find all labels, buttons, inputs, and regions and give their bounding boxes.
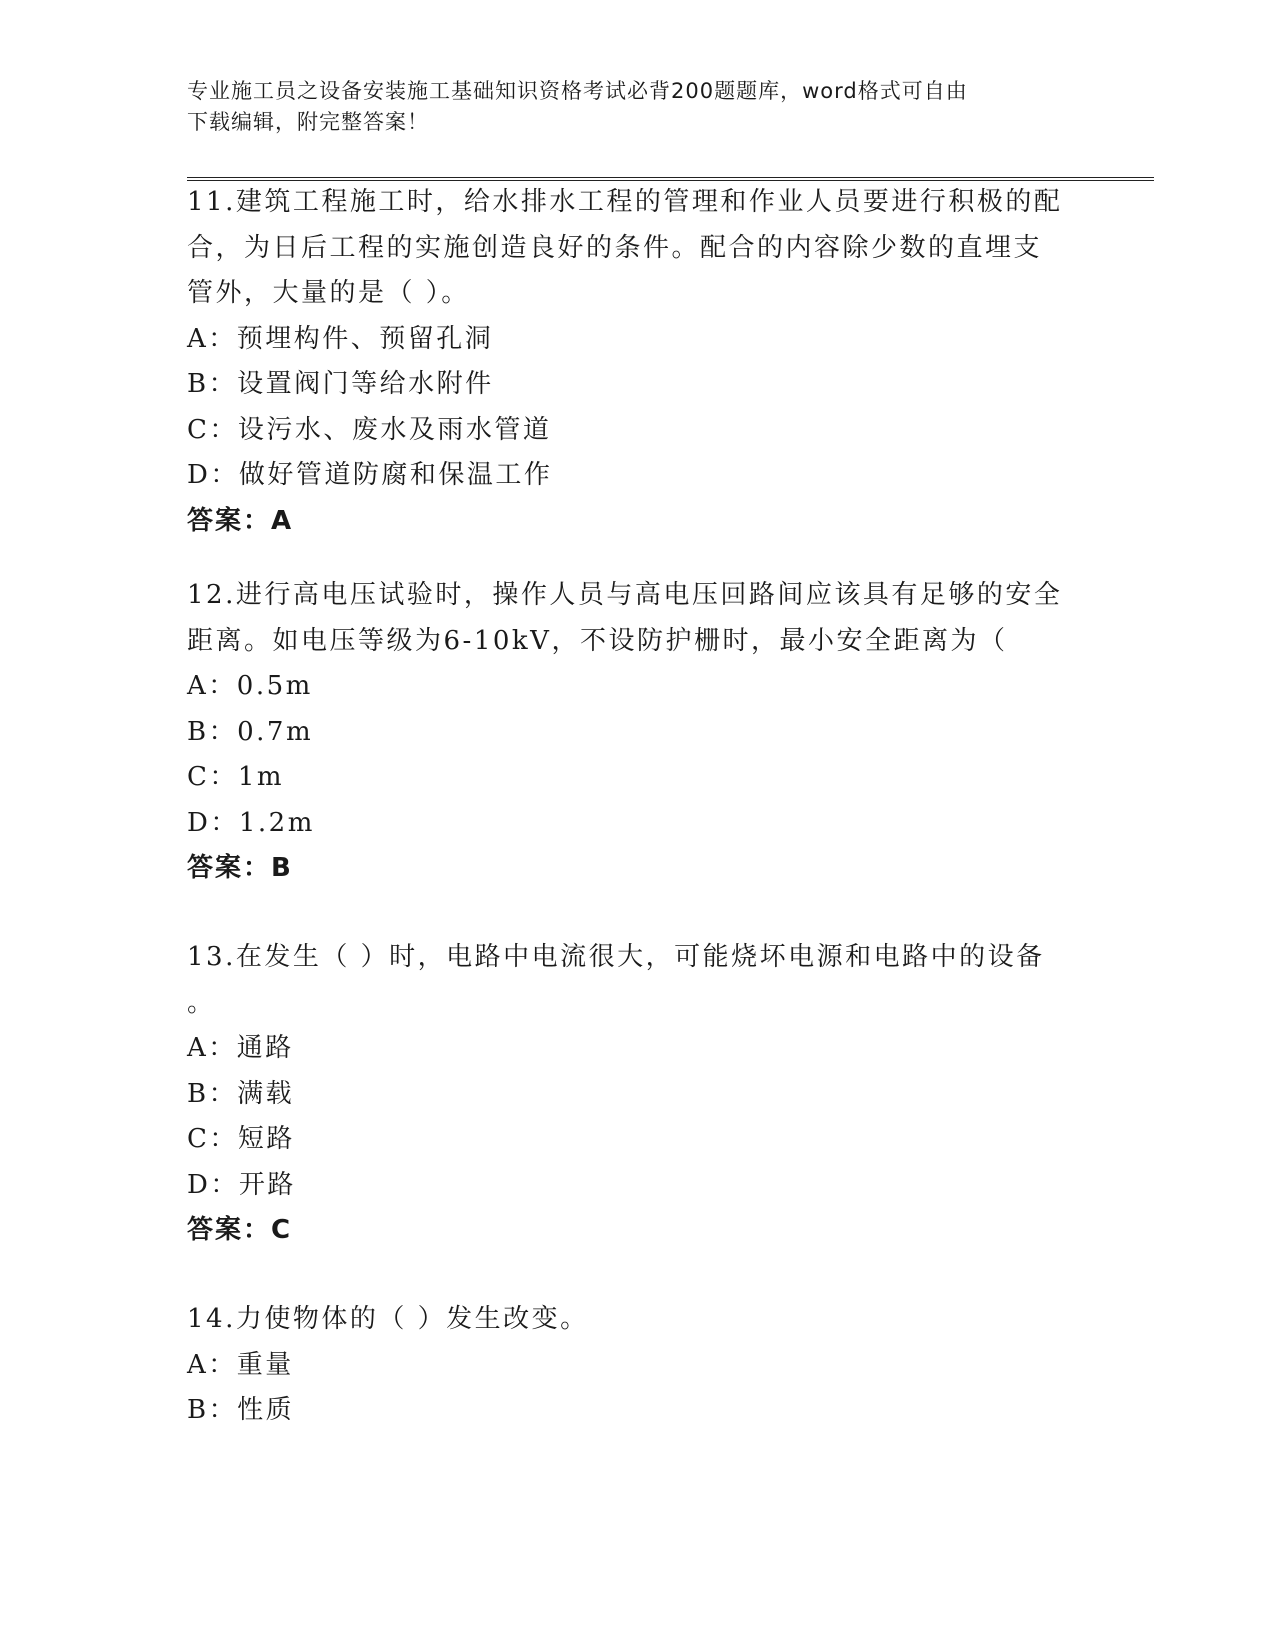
question-12: [187, 573, 1087, 892]
option-d: D：做好管道防腐和保温工作: [187, 460, 553, 490]
option-list: [187, 317, 1087, 499]
question-13: [187, 935, 1087, 1254]
option-a: A：通路: [187, 1033, 294, 1063]
question-text: [187, 180, 1087, 317]
question-text-line: 管外，大量的是（ ）。: [187, 278, 470, 308]
answer-line: [187, 846, 1087, 892]
answer-value: A: [271, 505, 294, 536]
header-line-1: 专业施工员之设备安装施工基础知识资格考试必背200题题库，word格式可自由: [187, 79, 968, 103]
option-b: B：0.7m: [187, 716, 314, 747]
document-header: [187, 76, 1067, 138]
option-d: D：开路: [187, 1169, 296, 1200]
answer-label: 答案：: [187, 1215, 272, 1245]
question-text-line: 距离。如电压等级为6-10kV，不设防护栅时，最小安全距离为（: [187, 625, 1008, 656]
question-11: [187, 180, 1087, 544]
answer-line: [187, 499, 1087, 545]
option-list: [187, 664, 1087, 846]
question-text-line: 11.建筑工程施工时，给水排水工程的管理和作业人员要进行积极的配: [187, 187, 1063, 217]
question-text: [187, 1297, 1087, 1343]
option-d: D：1.2m: [187, 807, 315, 838]
option-list: [187, 1026, 1087, 1208]
question-text: [187, 935, 1087, 1026]
answer-value: C: [271, 1215, 293, 1245]
answer-line: [187, 1208, 1087, 1254]
answer-label: 答案：: [187, 505, 272, 536]
question-text: [187, 573, 1087, 664]
answer-label: 答案：: [187, 853, 272, 883]
option-c: C：短路: [187, 1124, 295, 1154]
question-14: [187, 1297, 1087, 1434]
question-text-line: 13.在发生（ ）时，电路中电流很大，可能烧坏电源和电路中的设备: [187, 942, 1045, 972]
question-text-line: 14.力使物体的（ ）发生改变。: [187, 1304, 589, 1334]
question-text-line: 。: [187, 987, 216, 1018]
option-c: C：1m: [187, 762, 285, 792]
option-a: A：预埋构件、预留孔洞: [187, 323, 494, 354]
option-a: A：0.5m: [187, 671, 313, 701]
header-line-2: 下载编辑，附完整答案！: [187, 110, 429, 134]
option-a: A：重量: [187, 1349, 294, 1380]
answer-value: B: [271, 853, 293, 883]
option-b: B：满载: [187, 1078, 295, 1109]
option-c: C：设污水、废水及雨水管道: [187, 414, 552, 445]
option-b: B：设置阀门等给水附件: [187, 369, 494, 399]
option-list: [187, 1343, 1087, 1434]
question-text-line: 12.进行高电压试验时，操作人员与高电压回路间应该具有足够的安全: [187, 580, 1063, 610]
option-b: B：性质: [187, 1395, 295, 1425]
question-text-line: 合，为日后工程的实施创造良好的条件。配合的内容除少数的直埋支: [187, 232, 1043, 263]
